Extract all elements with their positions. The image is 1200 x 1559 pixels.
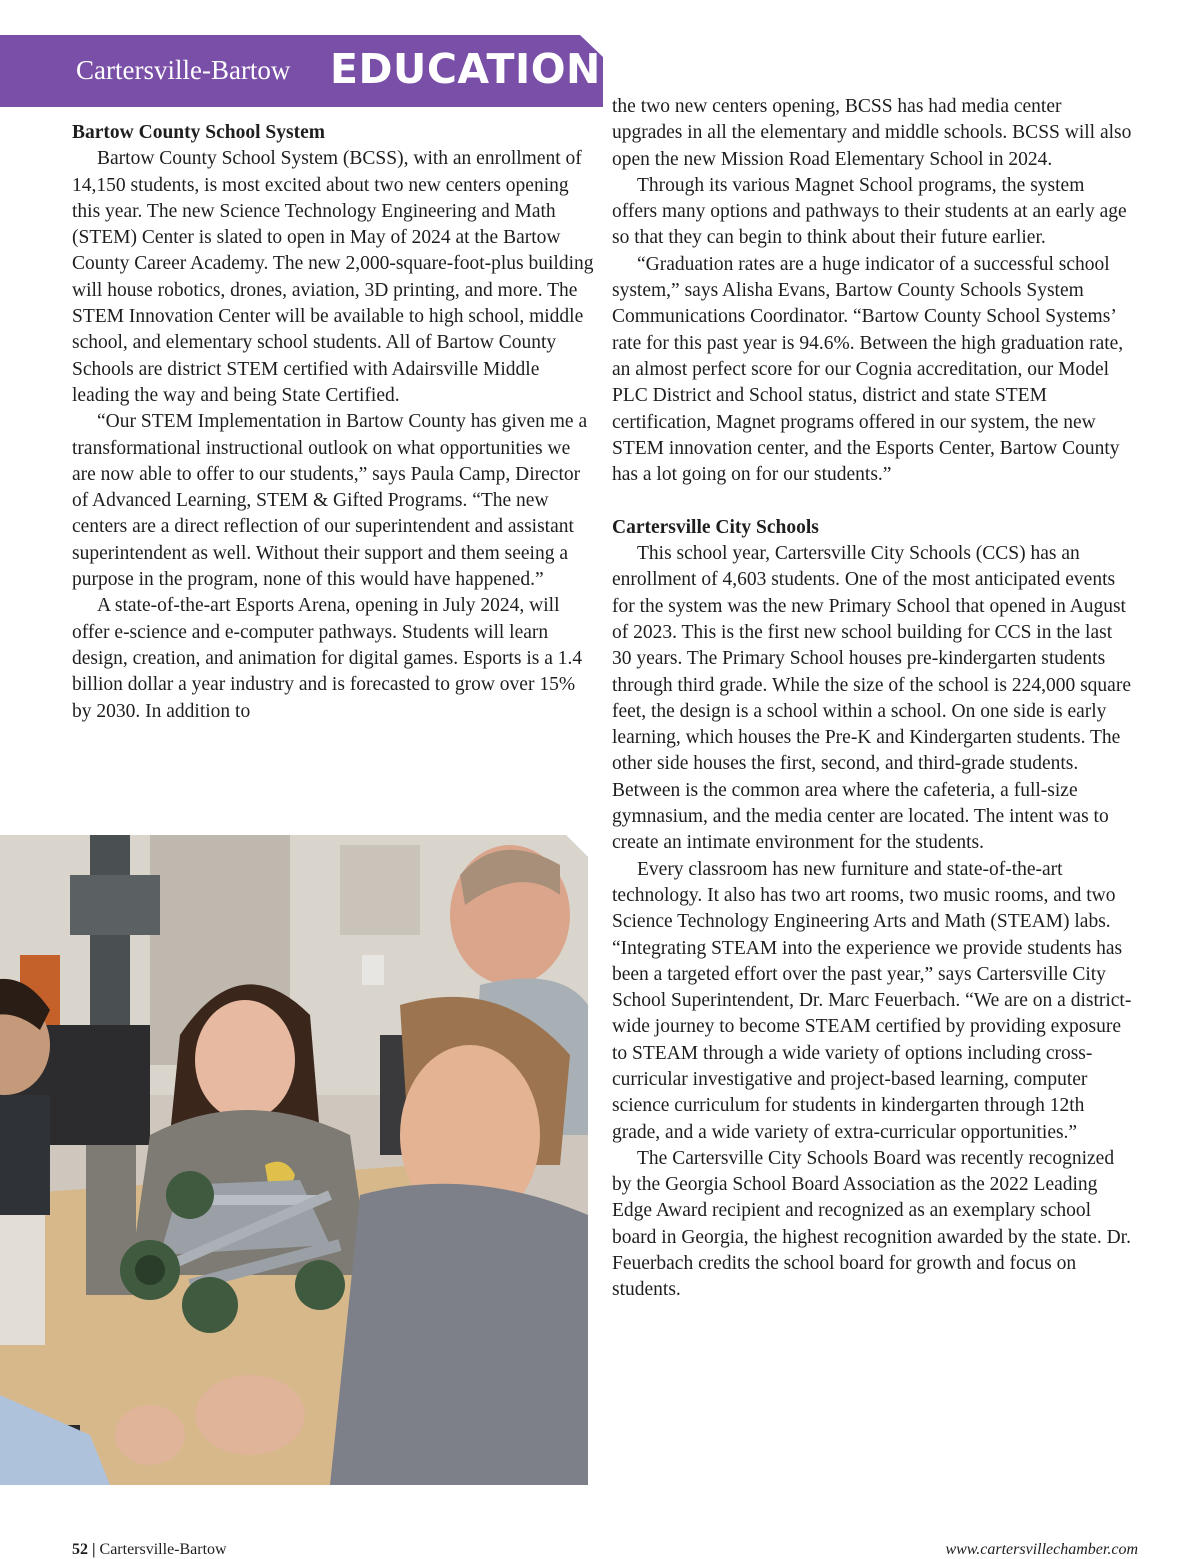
- banner-city-name: Cartersville-Bartow: [76, 55, 291, 85]
- bcss-paragraph-1: Bartow County School System (BCSS), with an enrollment of 14,150 students, is most excited about two new centers opening this year. The new Science Technology Engineering and Math (STEM) Center is slated to open in May of 2024 at the Bartow County Career Academy. The new 2,000-square-foot-plus building will house robotics, drones, aviation, 3D printing, and more. The STEM Innovation Center will be available to high school, middle school, and elementary school students. All of Bartow County Schools are district STEM certified with Adairsville Middle leading the way and being State Certified.: [72, 148, 594, 406]
- bcss-heading: Bartow County School System: [72, 122, 325, 143]
- bcss-paragraph-continued: the two new centers opening, BCSS has had media center upgrades in all the elementary and middle schools. BCSS will also open the new Mission Road Elementary School in 2024.: [612, 96, 1132, 170]
- footer-publication: Cartersville-Bartow: [99, 1541, 227, 1558]
- bcss-paragraph-4: Through its various Magnet School programs, the system offers many options and pathways to their students at an early age so that they can begin to think about their future earlier.: [612, 174, 1127, 249]
- bcss-paragraph-3: A state-of-the-art Esports Arena, opening in July 2024, will offer e-science and e-computer pathways. Students will learn design, creation, and animation for digital games. Esports is a 1.4 billion dollar a year industry and is forecasted to grow over 15% by 2030. In addition to: [72, 595, 583, 722]
- footer-separator: |: [92, 1541, 96, 1558]
- article-column-left: [72, 120, 594, 725]
- bcss-paragraph-2: “Our STEM Implementation in Bartow County has given me a transformational instructional outlook on what opportunities we are now able to offer to our students,” says Paula Camp, Director of Advanced Learning, STEM & Gifted Programs. “The new centers are a direct reflection of our superintendent and assistant superintendent as well. Without their support and them seeing a purpose in the program, none of this would have happened.”: [72, 411, 588, 591]
- footer-website-link[interactable]: www.cartersvillechamber.com: [945, 1541, 1138, 1558]
- section-spacer: [612, 488, 1134, 514]
- ccs-paragraph-1: This school year, Cartersville City Schools (CCS) has an enrollment of 4,603 students. One of the most anticipated events for the system was the new Primary School that opened in August of 2023. This is the first new school building for CCS in the last 30 years. The Primary School houses pre-kindergarten students through third grade. While the size of the school is 224,000 square feet, the design is a school within a school. On one side is early learning, which houses the Pre-K and Kindergarten students. The other side houses the first, second, and third-grade students. Between is the common area where the cafeteria, a full-size gymnasium, and the media center are located. The intent was to create an intimate environment for the students.: [612, 543, 1131, 854]
- ccs-paragraph-3: The Cartersville City Schools Board was recently recognized by the Georgia School Board Association as the 2022 Leading Edge Award recipient and recognized as an exemplary school board in Georgia, the highest recognition awarded by the state. Dr. Feuerbach credits the school board for growth and focus on students.: [612, 1147, 1131, 1301]
- article-column-right: [612, 94, 1134, 1304]
- banner-section-title: EDUCATION: [330, 45, 601, 93]
- robotics-classroom-photo: [0, 835, 588, 1485]
- page-number: 52: [72, 1541, 88, 1558]
- ccs-paragraph-2: Every classroom has new furniture and state-of-the-art technology. It also has two art rooms, two music rooms, and two Science Technology Engineering Arts and Math (STEAM) labs. “Integrating STEAM into the experience we provide students has been a targeted effort over the past year,” says Cartersville City School Superintendent, Dr. Marc Feuerbach. “We are on a district-wide journey to become STEAM certified by providing exposure to STEAM through a wide variety of options including cross-curricular investigative and project-based learning, computer science curriculum for students in kindergarten through 12th grade, and a wide variety of extra-curricular opportunities.”: [612, 858, 1132, 1143]
- page-footer-left: [72, 1541, 227, 1559]
- ccs-heading: Cartersville City Schools: [612, 516, 819, 538]
- bcss-paragraph-5: “Graduation rates are a huge indicator of a successful school system,” says Alisha Evans, Bartow County Schools System Communications Coordinator. “Bartow County School Systems’ rate for this past year is 94.6%. Between the high graduation rate, an almost perfect score for our Cognia accreditation, our Model PLC District and School status, district and state STEM certification, Magnet programs offered in our system, the new STEM innovation center, and the Esports Center, Bartow County has a lot going on for our students.”: [612, 253, 1124, 486]
